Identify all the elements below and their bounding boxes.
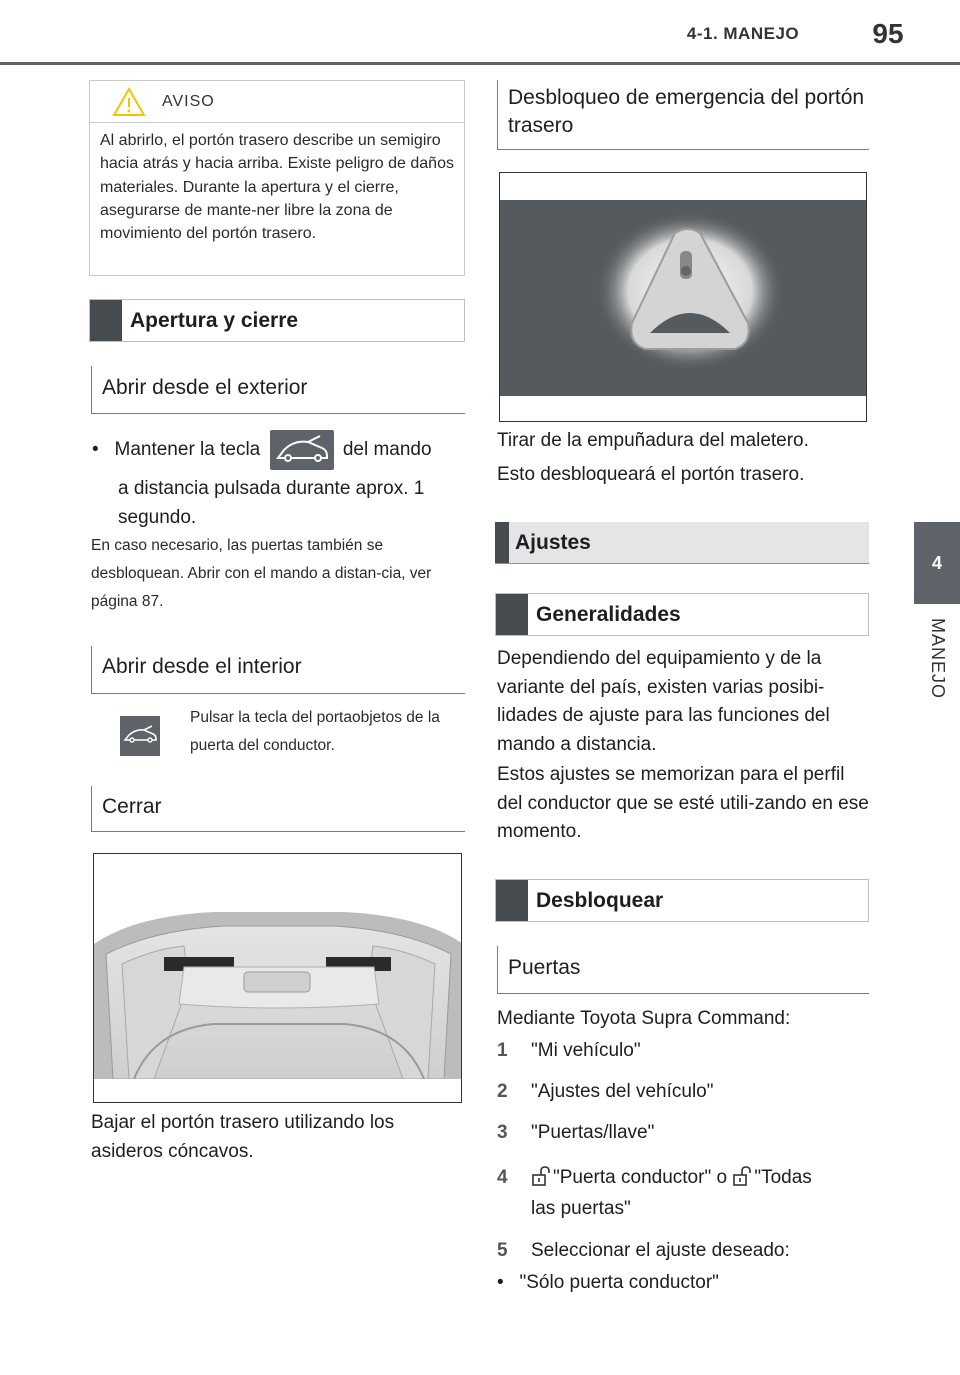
subheading-exterior-label: Abrir desde el exterior — [102, 376, 308, 399]
tailgate-illustration — [94, 854, 462, 1103]
bullet-suffix: del mando — [342, 439, 432, 461]
step-text-b: "Todas — [754, 1167, 812, 1188]
general-text-1: Dependiendo del equipamiento y de la variante del país, existen varias posibi-lidades de ajuste para las funciones del mando a distancia. — [497, 648, 830, 755]
subheading-emergencia-label: Desbloqueo de emergencia del portón trasero — [508, 86, 865, 137]
chapter-tab: 4 — [914, 522, 960, 604]
emergency-handle-figure — [499, 172, 867, 422]
lock-icon — [732, 1166, 754, 1186]
bullet-option-text: "Sólo puerta conductor" — [519, 1272, 719, 1293]
step-2 — [497, 1077, 869, 1106]
heading-tab — [90, 300, 122, 341]
step-3 — [497, 1118, 869, 1147]
heading-apertura-label: Apertura y cierre — [130, 308, 299, 332]
subheading-puertas — [497, 946, 869, 994]
subheading-interior — [91, 646, 465, 694]
subheading-cerrar-label: Cerrar — [102, 795, 162, 818]
heading-ajustes — [495, 522, 869, 564]
trunk-key — [270, 430, 334, 470]
emergency-text-2: Esto desbloqueará el portón trasero. — [497, 464, 805, 485]
step-1 — [497, 1036, 869, 1065]
general-text-2: Estos ajustes se memorizan para el perfil del conductor que se esté utili-zando en ese momento. — [497, 764, 869, 842]
step-number: 3 — [497, 1122, 508, 1143]
warning-text: Al abrirlo, el portón trasero describe un semigiro hacia atrás y hacia arriba. Existe peligro de daños materiales. Durante la apertura y el cierre, asegurarse de mante-ner libre la zona de movimiento del portón trasero. — [100, 132, 454, 243]
step-text: "Ajustes del vehículo" — [531, 1081, 714, 1102]
bullet-exterior-rest: a distancia pulsada durante aprox. 1 segundo. — [118, 478, 425, 528]
warning-box — [89, 80, 465, 276]
bullet-exterior: • Mantener la tecla del mando — [92, 430, 462, 470]
subheading-exterior — [91, 366, 465, 414]
step-number: 1 — [497, 1040, 508, 1061]
step-text: "Puertas/llave" — [531, 1122, 655, 1143]
emergency-text-1: Tirar de la empuñadura del maletero. — [497, 430, 809, 451]
step-text: Seleccionar el ajuste deseado: — [531, 1240, 790, 1261]
chapter-label: MANEJO — [928, 618, 948, 700]
section-title: 4-1. MANEJO — [686, 24, 800, 43]
subheading-interior-label: Abrir desde el interior — [102, 655, 302, 678]
heading-tab — [495, 522, 509, 563]
header-rule — [0, 62, 960, 65]
car-trunk-icon — [120, 716, 160, 756]
emergency-handle-illustration — [500, 173, 867, 422]
close-text: Bajar el portón trasero utilizando los asideros cóncavos. — [91, 1112, 395, 1162]
heading-generalidades-label: Generalidades — [536, 602, 681, 626]
subheading-emergencia — [497, 80, 869, 150]
bullet-option: • "Sólo puerta conductor" — [497, 1272, 719, 1293]
heading-desbloquear — [495, 879, 869, 922]
step-text: "Mi vehículo" — [531, 1040, 641, 1061]
warning-header — [90, 81, 464, 123]
heading-apertura — [89, 299, 465, 342]
step-number: 2 — [497, 1081, 508, 1102]
car-trunk-icon — [270, 430, 334, 470]
step-number: 4 — [497, 1167, 508, 1188]
subheading-puertas-label: Puertas — [508, 956, 581, 979]
heading-tab — [496, 880, 528, 921]
step-5 — [497, 1236, 869, 1265]
step-text: "Puerta conductor" o — [553, 1167, 728, 1188]
lock-icon — [531, 1166, 553, 1186]
subheading-cerrar — [91, 786, 465, 832]
heading-generalidades — [495, 593, 869, 636]
bullet-prefix: Mantener la tecla — [114, 439, 261, 461]
exterior-note: En caso necesario, las puertas también se desbloquean. Abrir con el mando a distan-cia, ver página 87. — [91, 537, 432, 610]
step-4-continued: las puertas" — [531, 1198, 631, 1219]
warning-triangle-icon — [112, 87, 146, 117]
interior-text: Pulsar la tecla del portaobjetos de la puerta del conductor. — [190, 709, 440, 754]
page-number: 95 — [872, 18, 904, 49]
intro-text: Mediante Toyota Supra Command: — [497, 1008, 791, 1029]
interior-trunk-key — [120, 716, 160, 756]
step-4 — [497, 1163, 869, 1192]
step-number: 5 — [497, 1240, 508, 1261]
warning-title: AVISO — [162, 93, 215, 110]
heading-ajustes-label: Ajustes — [515, 530, 591, 554]
heading-tab — [496, 594, 528, 635]
heading-desbloquear-label: Desbloquear — [536, 888, 664, 912]
tailgate-figure — [93, 853, 462, 1103]
